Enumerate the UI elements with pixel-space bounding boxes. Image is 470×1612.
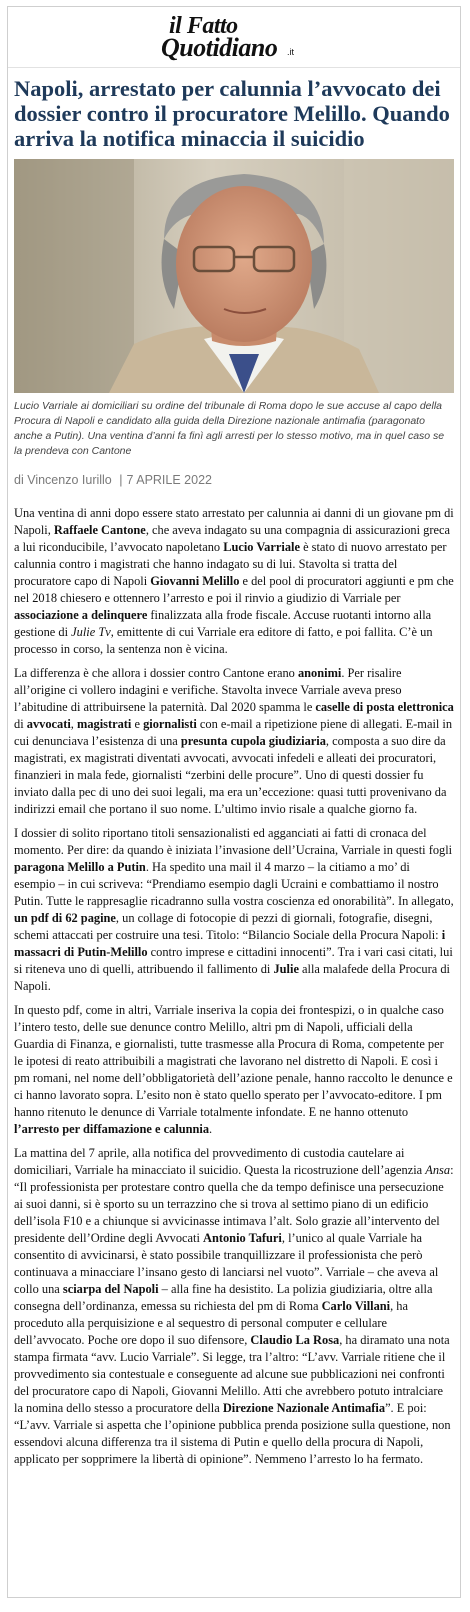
article-paragraph — [14, 1002, 454, 1138]
text-run: finalizzata alla frode fiscale. Accuse ruotanti intorno alla gestione di — [14, 608, 432, 639]
text-run: . — [209, 1122, 213, 1136]
bold-text: Carlo Villani — [321, 1299, 391, 1313]
text-run: I dossier di solito riportano titoli sensazionalisti ed agganciati ai fatti di cronaca del momento. Per dire: da quando è iniziata l’invasione dell’Ucraina, Varriale in questi fogli — [14, 826, 453, 857]
masthead — [8, 7, 460, 68]
article-paragraph — [14, 825, 454, 995]
bold-text: magistrati — [77, 717, 132, 731]
logo-top-text: il Fatto — [169, 13, 238, 39]
text-run: , composta a suo dire da magistrati, ex magistrati diventati avvocati, avvocati infedeli e alleati dei procuratori, finanzieri in mala fede, giornalisti “zerbini delle procure”. Uno di questi dossier fu inviato dalla pec di uno dei suoi legali, ma era un’eccezione: quasi tutti provenivano da indirizzi email che portano il suo nome. L’ultimo invio risale a qualche giorno fa. — [14, 734, 447, 816]
text-run: – alla fine ha desistito. La polizia giudiziaria, oltre alla consegna dell’ordinanza, emessa su richiesta del pm di Roma — [14, 1282, 433, 1313]
text-run: e del pool di procuratori aggiunti e pm che nel 2018 chiesero e ottennero l’arresto e poi il rinvio a giudizio di Varriale per — [14, 574, 454, 605]
text-run: , che aveva indagato su una compagnia di assicurazioni greca a lui riconducibile, l’avvocato napoletano — [14, 523, 450, 554]
text-run: alla malafede della Procura di Napoli. — [14, 962, 450, 993]
publish-date: 7 APRILE 2022 — [126, 473, 212, 487]
article-paragraph — [14, 505, 454, 658]
text-run: e — [131, 717, 144, 731]
byline-prefix: di — [14, 473, 24, 487]
bold-text: anonimi — [297, 666, 342, 680]
text-run: , ha diramato una nota stampa firmata “avv. Lucio Varriale”. Si legge, tra l’altro: “L’avv. Varriale ritiene che il provvedimento sia contestuale e conseguente ad alcune sue pubblicazioni nei confronti del procuratore capo di Napoli, Giovanni Melillo. Atti che avrebbero potuto intralciare la nomina dello stesso a procuratore della — [14, 1333, 450, 1415]
bold-text: Julie — [273, 962, 299, 976]
bold-text: Lucio Varriale — [223, 540, 300, 554]
text-run: , l’unico al quale Varriale ha consentito di avvicinarsi, è stato possibile tranquillizzare il professionista che però continuava a minacciare l’insano gesto di lanciarsi nel vuoto”. Varriale – che aveva al collo una — [14, 1231, 439, 1296]
article-paragraph — [14, 1145, 454, 1468]
text-run: In questo pdf, come in altri, Varriale inseriva la copia dei frontespizi, o in qualche caso l’intero testo, delle sue denunce contro Melillo, altri pm di Napoli, ufficiali della Guardia di Finanza, e giornalisti, tutte trasmesse alla Procura di Roma, competente per le ipotesi di reato attribuibili a magistrati che lavorano nel distretto di Napoli. E così i pm romani, nel nome dell’obbligatorietà dell’azione penale, hanno raccolto le denunce e ci hanno lavorato sopra. L’esito non è stato quello sperato per l’avvocato-editore. I pm hanno ritenuto le denunce di Varriale totalmente infondate. E ne hanno ottenuto — [14, 1003, 453, 1119]
photo-caption: Lucio Varriale ai domiciliari su ordine del tribunale di Roma dopo le sue accuse al capo della Procura di Napoli e candidato alla guida della Direzione nazionale antimafia (paragonato anche a Putin). Una ventina d’anni fa finì agli arresti per lo stesso motivo, ma in quel caso se la prendeva con Cantone — [14, 400, 445, 457]
text-run: Una ventina di anni dopo essere stato arrestato per calunnia ai danni di un giovane pm di Napoli, — [14, 506, 454, 537]
text-run: contro imprese e cittadini innocenti”. Tra i vari casi citati, lui si riteneva uno di quelli, attribuendo il fallimento di — [14, 945, 453, 976]
text-run: , ha proceduto alla perquisizione e al sequestro di personal computer e cellulare dell’avvocato. Poche ore dopo il suo difensore, — [14, 1299, 408, 1347]
bold-text: Antonio Tafuri — [203, 1231, 282, 1245]
bold-text: caselle di posta elettronica — [315, 700, 454, 714]
bold-text: un pdf di 62 pagine — [14, 911, 116, 925]
text-run: , — [70, 717, 77, 731]
bold-text: avvocati — [26, 717, 71, 731]
text-run: è stato di nuovo arrestato per calunnia contro i magistrati che hanno indagato su di lui. Stavolta si tratta del procuratore capo di Napoli — [14, 540, 447, 588]
bold-text: l’arresto per diffamazione e calunnia — [14, 1122, 210, 1136]
byline — [14, 473, 454, 487]
logo-bottom-text: Quotidiano — [161, 33, 278, 62]
byline-separator: | — [119, 473, 123, 487]
bold-text: Direzione Nazionale Antimafia — [222, 1401, 386, 1415]
article-page — [7, 6, 461, 1598]
article-paragraph — [14, 665, 454, 818]
italic-text: Ansa — [425, 1163, 451, 1177]
bold-text: presunta cupola giudiziaria — [180, 734, 326, 748]
italic-text: Julie Tv — [71, 625, 111, 639]
bold-text: associazione a delinquere — [14, 608, 148, 622]
logo-suffix-text: .it — [287, 47, 295, 57]
bold-text: giornalisti — [143, 717, 197, 731]
text-run: La differenza è che allora i dossier contro Cantone erano — [14, 666, 298, 680]
bold-text: i massacri di Putin-Melillo — [14, 928, 446, 959]
article-headline: Napoli, arrestato per calunnia l’avvocato dei dossier contro il procuratore Melillo. Quando arriva la notifica minaccia il suicidio — [14, 76, 450, 151]
bold-text: Claudio La Rosa — [250, 1333, 340, 1347]
text-run: . Per risalire all’origine ci vollero indagini e verifiche. Stavolta invece Varriale aveva preso l’abitudine di attribuirsene la paternità. Dal 2020 spamma le — [14, 666, 402, 714]
text-run: di — [14, 717, 27, 731]
bold-text: Giovanni Melillo — [150, 574, 240, 588]
portrait-illustration — [14, 159, 454, 393]
text-run: con e-mail a ripetizione piene di allegati. E-mail in cui denunciava l’esistenza di una — [14, 717, 453, 748]
text-run: : “Il professionista per protestare contro quella che da tempo definisce una persecuzione ai suoi danni, si è sporto su un terrazzino che si trova al settimo piano di un edificio dell’isola F10 e a chiunque si avvicinasse intimava l’alt. Solo grazie all’intervento del presidente dell’Ordine degli Avvocati — [14, 1163, 454, 1245]
text-run: . Ha spedito una mail il 4 marzo – la citiamo a mo’ di esempio – in cui scriveva: “Prendiamo esempio dagli Ucraini e combattiamo il nostro Putin. Tutte le rappresaglie ricadranno sulla vostra coscienza ed onorabilità”. In allegato, — [14, 860, 454, 908]
text-run: , emittente di cui Varriale era editore di fatto, e poi fallita. C’è un processo in corso, la sentenza non è vicina. — [14, 625, 433, 656]
text-run: La mattina del 7 aprile, alla notifica del provvedimento di custodia cautelare ai domiciliari, Varriale ha minacciato il suicidio. Questa la ricostruzione dell’agenzia — [14, 1146, 426, 1177]
bold-text: sciarpa del Napoli — [62, 1282, 159, 1296]
bold-text: Raffaele Cantone — [53, 523, 146, 537]
text-run: , un collage di fotocopie di pezzi di giornali, fotografie, disegni, schemi attaccati per costruire una tesi. Titolo: “Bilancio Sociale della Procura Napoli: — [14, 911, 442, 942]
text-run: ”. E poi: “L’avv. Varriale si aspetta che l’opinione pubblica prenda posizione sulla questione, non essendovi alcuna differenza tra il sistema di Putin e quello della procura di Napoli, applicato per sopprimere la libertà di opinione”. Nemmeno l’arresto lo ha fermato. — [14, 1401, 451, 1466]
article-body — [14, 505, 454, 1468]
bold-text: paragona Melillo a Putin — [14, 860, 146, 874]
site-logo[interactable] — [159, 11, 309, 63]
article-photo — [14, 159, 454, 393]
author-link[interactable]: Vincenzo Iurillo — [27, 473, 112, 487]
